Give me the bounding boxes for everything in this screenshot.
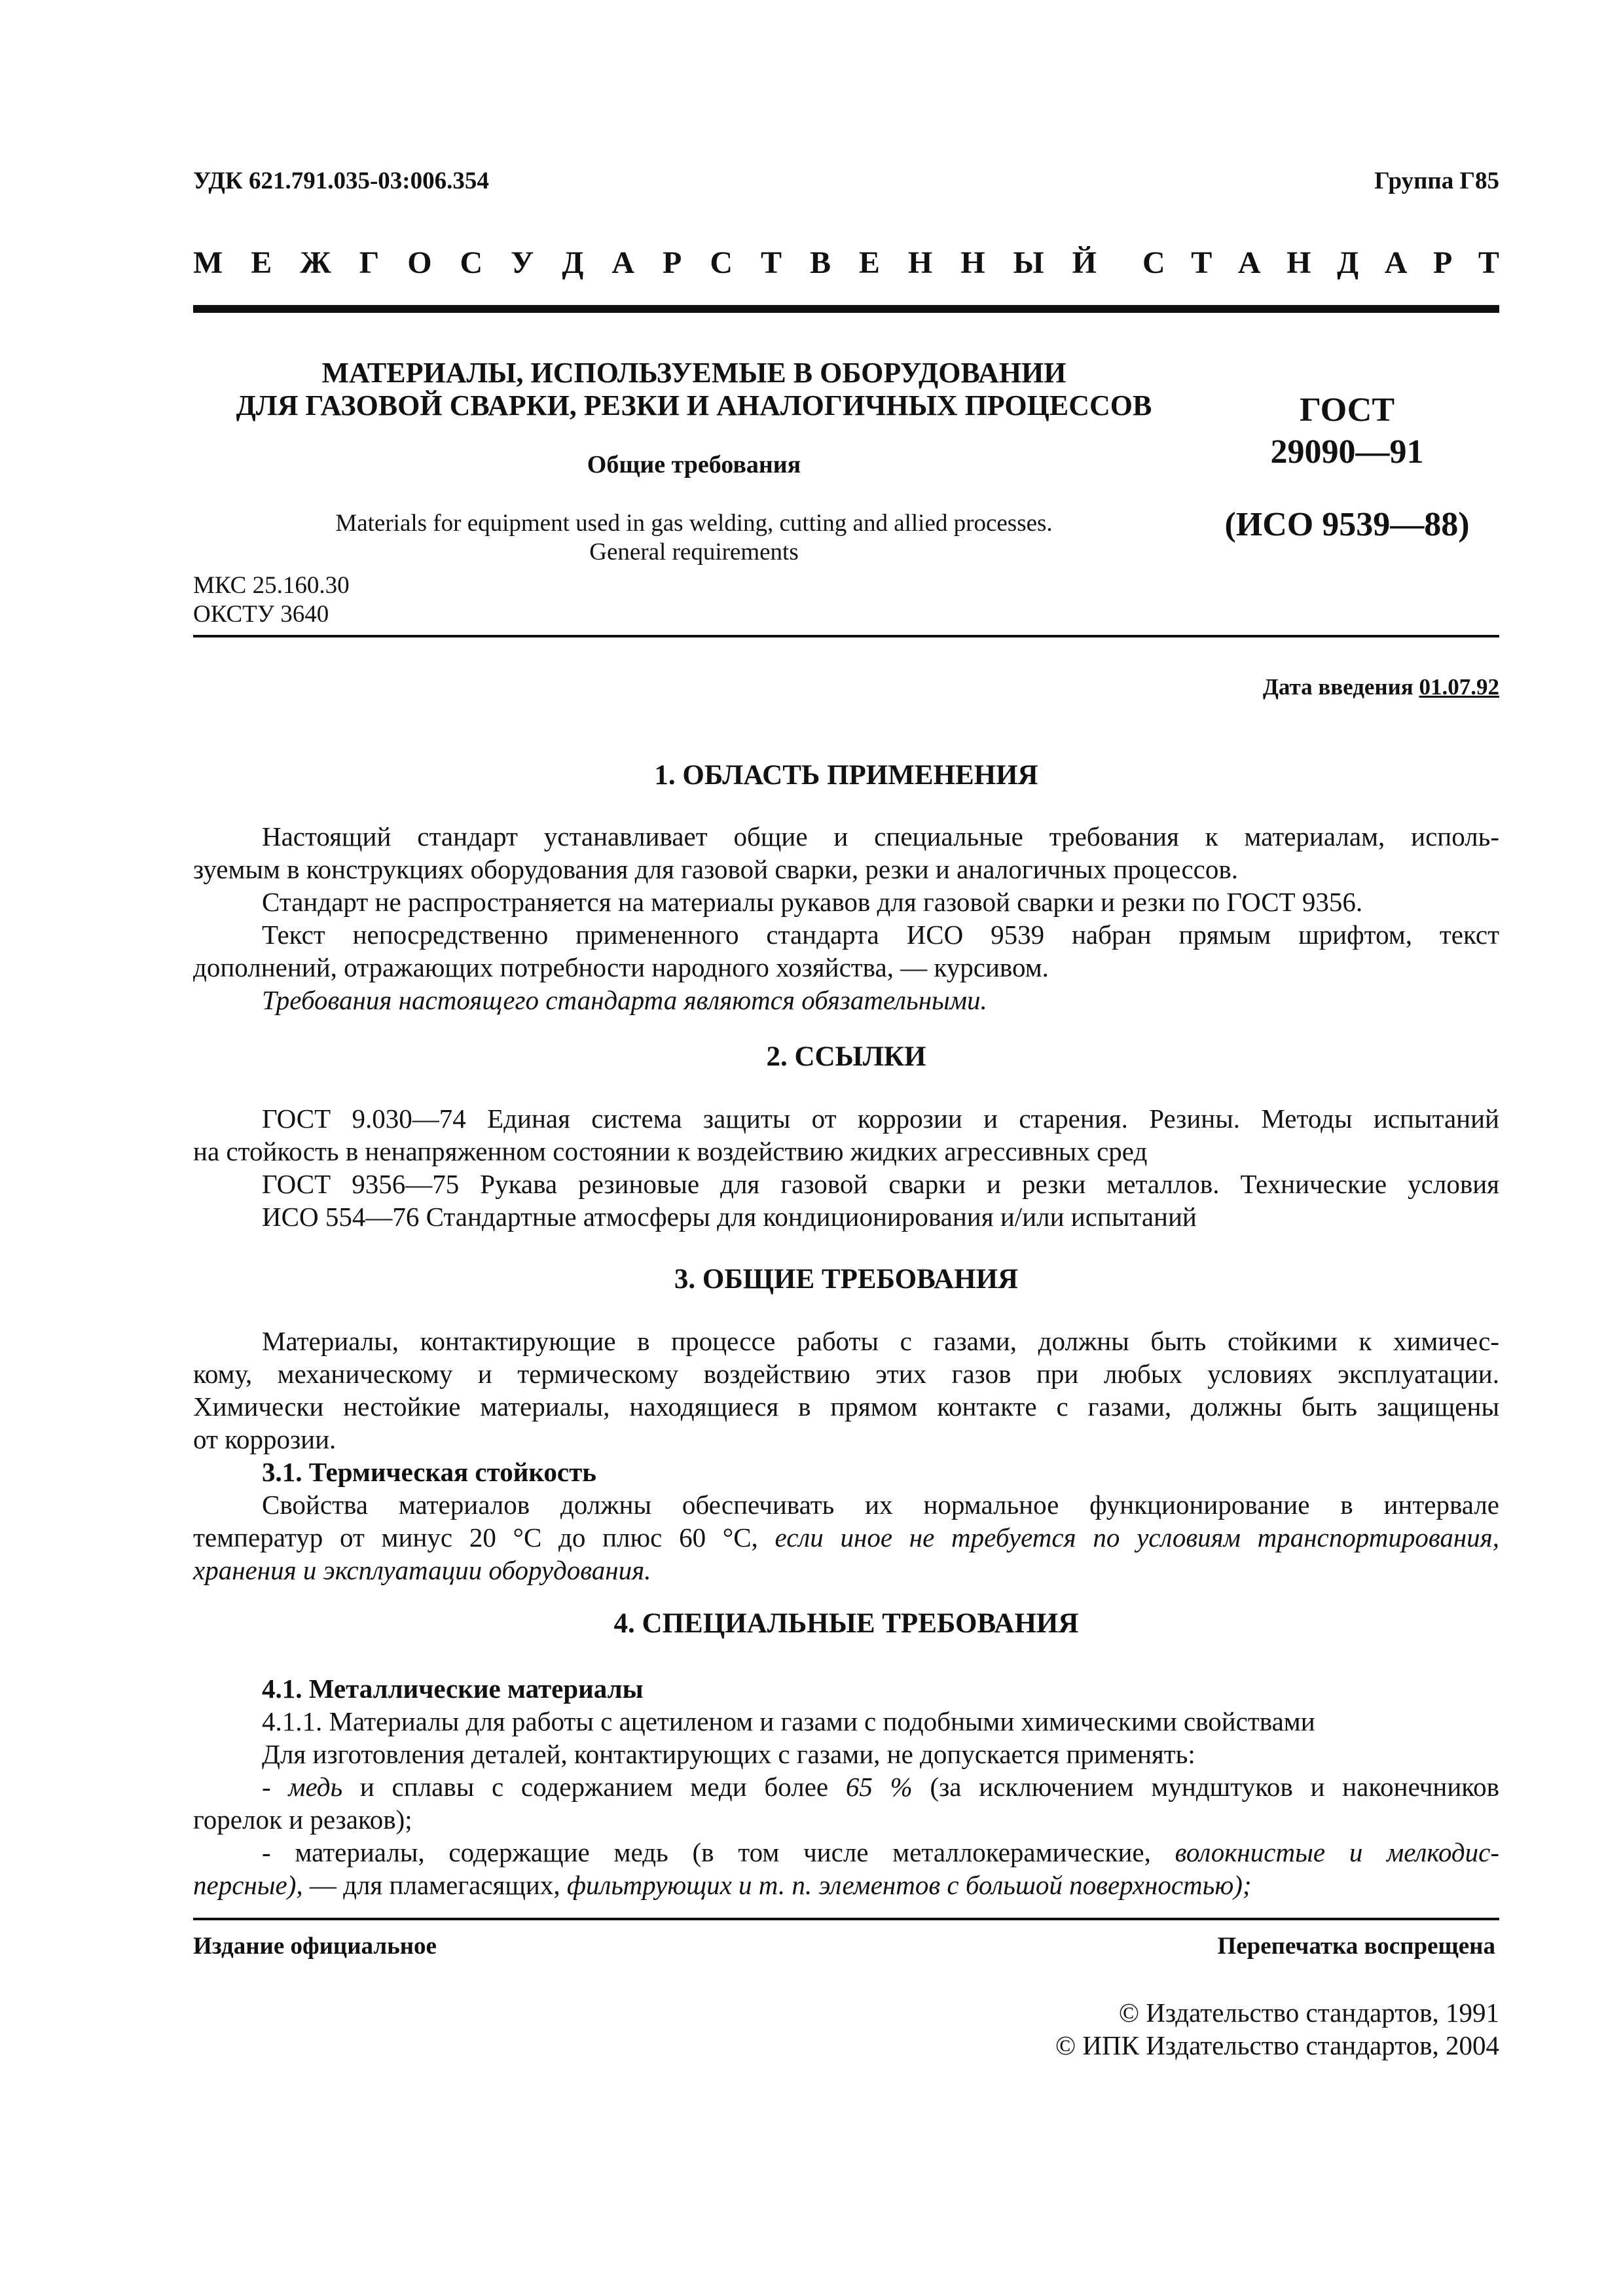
banner-rule	[193, 305, 1499, 313]
s3-p1-line2: кому, механическому и термическому воздействию этих газов при любых условиях эксплуатации.	[193, 1359, 1499, 1389]
banner-letter: Е	[858, 245, 880, 280]
reprint-notice: Перепечатка воспрещена	[1217, 1933, 1495, 1960]
copyright-2: © ИПК Издательство стандартов, 2004	[1055, 2030, 1499, 2060]
section-3-title: 3. ОБЩИЕ ТРЕБОВАНИЯ	[674, 1264, 1019, 1295]
section-2-title: 2. ССЫЛКИ	[766, 1041, 926, 1072]
english-title-line-1: Materials for equipment used in gas welding, cutting and allied processes.	[335, 510, 1053, 537]
title-line-1: МАТЕРИАЛЫ, ИСПОЛЬЗУЕМЫЕ В ОБОРУДОВАНИИ	[321, 357, 1067, 389]
banner-letter: В	[809, 245, 831, 280]
s1-p3-line2: дополнений, отражающих потребности народного хозяйства, — курсивом.	[193, 952, 1049, 982]
section-3-body	[193, 1325, 1499, 1587]
english-title	[193, 509, 1195, 567]
s3-p1-line1: Материалы, контактирующие в процессе работы с газами, должны быть стойкими к химичес-	[262, 1326, 1499, 1356]
banner-letter: С	[710, 245, 733, 280]
official-edition: Издание официальное	[193, 1933, 437, 1960]
s1-p1-line1: Настоящий стандарт устанавливает общие и специальные требования к материалам, исполь-	[262, 821, 1499, 852]
banner-letter: А	[611, 245, 635, 280]
ref-1-line2: на стойкость в ненапряженном состоянии к воздействию жидких агрессивных сред	[193, 1136, 1148, 1166]
banner-letter: Д	[562, 245, 584, 280]
banner-letter: Ж	[300, 245, 331, 280]
s4-item1-line1: - медь и сплавы с содержанием меди более 65 % (за исключением мундштуков и наконечников	[262, 1772, 1499, 1802]
s1-p3-line1: Текст непосредственно примененного стандарта ИСО 9539 набран прямым шрифтом, текст	[262, 920, 1499, 950]
s4-intro: Для изготовления деталей, контактирующих с газами, не допускается применять:	[262, 1739, 1195, 1769]
title-line-2: ДЛЯ ГАЗОВОЙ СВАРКИ, РЕЗКИ И АНАЛОГИЧНЫХ ПРОЦЕССОВ	[236, 389, 1152, 422]
section-4-title: 4. СПЕЦИАЛЬНЫЕ ТРЕБОВАНИЯ	[613, 1608, 1079, 1639]
title-rule	[193, 635, 1499, 637]
banner-letter: Н	[1286, 245, 1311, 280]
group-code: Группа Г85	[1374, 168, 1499, 194]
banner-word-1	[193, 245, 1097, 281]
section-2-body	[193, 1102, 1499, 1233]
subsection-4-1-title: 4.1. Металлические материалы	[262, 1674, 644, 1704]
banner-letter: Д	[1337, 245, 1359, 280]
banner-letter: Н	[907, 245, 933, 280]
standard-banner	[193, 245, 1499, 281]
subsection-4-1-1: 4.1.1. Материалы для работы с ацетиленом и газами с подобными химическими свойствами	[262, 1706, 1315, 1736]
banner-letter: У	[511, 245, 534, 280]
classification-codes	[193, 571, 350, 629]
s3-p1-line4: от коррозии.	[193, 1424, 337, 1454]
s4-item2-line1: - материалы, содержащие медь (в том числе металлокерамические, волокнистые и мелкодис-	[262, 1837, 1499, 1867]
date-value: 01.07.92	[1419, 674, 1499, 700]
banner-letter: С	[460, 245, 483, 280]
s4-item1-line2: горелок и резаков);	[193, 1804, 412, 1835]
ref-1-line1: ГОСТ 9.030—74 Единая система защиты от коррозии и старения. Резины. Методы испытаний	[262, 1103, 1499, 1134]
section-4-body	[193, 1672, 1499, 1901]
copyright-1: © Издательство стандартов, 1991	[1118, 1998, 1499, 2028]
date-label: Дата введения	[1262, 674, 1413, 700]
udk-code: УДК 621.791.035-03:006.354	[193, 168, 489, 194]
s1-p2: Стандарт не распространяется на материалы рукавов для газовой сварки и резки по ГОСТ 9356.	[262, 887, 1363, 917]
banner-letter: Т	[1191, 245, 1213, 280]
okstu-code: ОКСТУ 3640	[193, 601, 329, 628]
banner-letter: Ы	[1013, 245, 1044, 280]
section-1-title: 1. ОБЛАСТЬ ПРИМЕНЕНИЯ	[654, 760, 1038, 791]
introduction-date	[1263, 674, 1499, 700]
banner-letter: Т	[1478, 245, 1499, 280]
s31-line1: Свойства материалов должны обеспечивать их нормальное функционирование в интервале	[262, 1490, 1499, 1520]
mks-code: МКС 25.160.30	[193, 572, 350, 599]
s31-line3: хранения и эксплуатации оборудования.	[193, 1555, 651, 1585]
banner-letter: А	[1384, 245, 1408, 280]
banner-letter: О	[407, 245, 432, 280]
banner-letter: Р	[1432, 245, 1453, 280]
s31-line2: температур от минус 20 °С до плюс 60 °С, если иное не требуется по условиям транспортирования,	[193, 1522, 1499, 1552]
s4-item2-line2: персные), — для пламегасящих, фильтрующих и т. п. элементов с большой поверхностью);	[193, 1870, 1252, 1900]
gost-designation	[1195, 389, 1499, 473]
gost-label: ГОСТ	[1299, 391, 1395, 429]
banner-word-2	[1142, 245, 1499, 281]
banner-letter: С	[1142, 245, 1165, 280]
english-title-line-2: General requirements	[589, 539, 799, 565]
copyright-block	[845, 1996, 1499, 2062]
document-title	[193, 357, 1195, 422]
gost-number: 29090—91	[1270, 433, 1424, 471]
subsection-3-1-title: 3.1. Термическая стойкость	[262, 1457, 596, 1487]
banner-letter: М	[193, 245, 223, 280]
ref-2: ГОСТ 9356—75 Рукава резиновые для газовой сварки и резки металлов. Технические условия	[262, 1169, 1499, 1199]
banner-letter: Т	[760, 245, 782, 280]
ref-3: ИСО 554—76 Стандартные атмосферы для кондиционирования и/или испытаний	[262, 1202, 1197, 1232]
section-1-body	[193, 820, 1499, 1016]
s1-p4: Требования настоящего стандарта являются обязательными.	[262, 985, 987, 1015]
banner-letter: Й	[1072, 245, 1097, 280]
document-subtitle: Общие требования	[587, 451, 801, 478]
banner-letter: Г	[359, 245, 380, 280]
s3-p1-line3: Химически нестойкие материалы, находящиеся в прямом контакте с газами, должны быть защищены	[193, 1391, 1499, 1422]
s1-p1-line2: зуемым в конструкциях оборудования для газовой сварки, резки и аналогичных процессов.	[193, 854, 1238, 884]
banner-letter: Е	[251, 245, 272, 280]
banner-letter: Р	[663, 245, 682, 280]
banner-letter: Н	[960, 245, 985, 280]
iso-designation: (ИСО 9539—88)	[1224, 506, 1470, 543]
banner-letter: А	[1237, 245, 1261, 280]
footer-rule	[193, 1918, 1499, 1920]
